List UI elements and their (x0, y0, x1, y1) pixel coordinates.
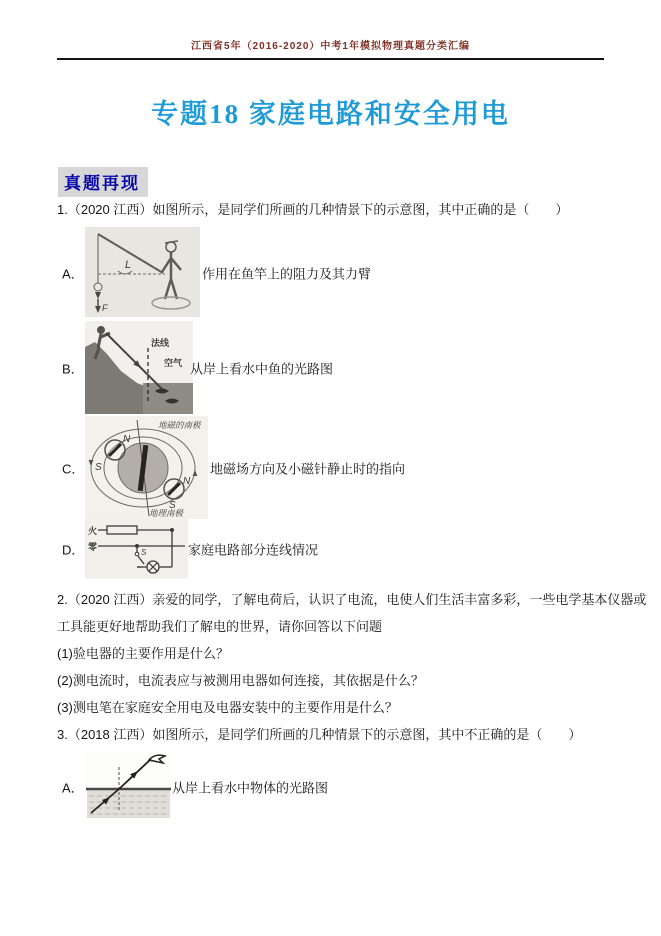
question-2-sub2: (2)测电流时，电流表应与被测用电器如何连接，其依据是什么？ (57, 673, 424, 688)
neutral-wire-label: 零 (88, 542, 98, 552)
force-label: F (102, 303, 108, 313)
question-3-text: 3.（2018 江西）如图所示，是同学们所画的几种情景下的示意图，其中不正确的是（ ） (57, 727, 582, 742)
option-label: C． (62, 461, 85, 477)
compass1-n-label: N (123, 434, 131, 445)
section-badge: 真题再现 (58, 167, 148, 197)
question-1-text: 1.（2020 江西）如图所示，是同学们所画的几种情景下的示意图，其中正确的是（ ） (57, 202, 569, 217)
option-caption: 地磁场方向及小磁针静止时的指向 (210, 461, 406, 477)
q1-option-c-row (0, 416, 661, 520)
lever-arm-label: L (125, 259, 132, 271)
compass2-n-label: N (183, 476, 191, 487)
figure-earth-magnetism (85, 416, 208, 519)
option-caption: 作用在鱼竿上的阻力及其力臂 (202, 266, 372, 281)
q1-option-d-row (0, 518, 661, 579)
live-wire-label: 火 (88, 526, 98, 536)
geographic-south-label: 地理南极 (149, 508, 184, 518)
question-2-line2: 工具能更好地帮助我们了解电的世界，请你回答以下问题 (57, 619, 383, 634)
question-2-line1: 2.（2020 江西）亲爱的同学，了解电荷后，认识了电流，电使人们生活丰富多彩，一些电学基本仪器或 (57, 592, 647, 607)
compass1-s-label: S (95, 462, 102, 473)
geomagnetic-south-label: 地磁的南极 (158, 420, 201, 430)
normal-label: 法线 (151, 338, 170, 348)
option-caption: 从岸上看水中物体的光路图 (172, 780, 329, 795)
q1-option-b-row (0, 321, 661, 415)
option-label: A． (62, 266, 84, 281)
question-2-sub3: (3)测电笔在家庭安全用电及电器安装中的主要作用是什么？ (57, 700, 398, 715)
q1-option-a-row (0, 227, 661, 318)
figure-household-circuit (85, 518, 188, 579)
option-caption: 家庭电路部分连线情况 (188, 542, 319, 557)
option-label: D． (62, 542, 85, 557)
air-label: 空气 (164, 358, 183, 368)
page-title: 专题18 家庭电路和安全用电 (151, 99, 510, 129)
q3-option-a-row (0, 751, 661, 822)
figure-shore-lightpath (85, 321, 193, 414)
water (143, 383, 193, 414)
figure-refraction (85, 751, 172, 821)
page-header: 江西省5年（2016-2020）中考1年模拟物理真题分类汇编 (191, 41, 470, 52)
header-rule (57, 58, 604, 60)
compass2-s-label: S (169, 500, 176, 511)
option-label: A． (62, 780, 84, 795)
switch-label: S (141, 548, 147, 557)
option-label: B． (62, 361, 84, 377)
question-2-sub1: (1)验电器的主要作用是什么？ (57, 646, 229, 661)
option-caption: 从岸上看水中鱼的光路图 (190, 361, 334, 377)
figure-fishing-lever (85, 227, 200, 317)
